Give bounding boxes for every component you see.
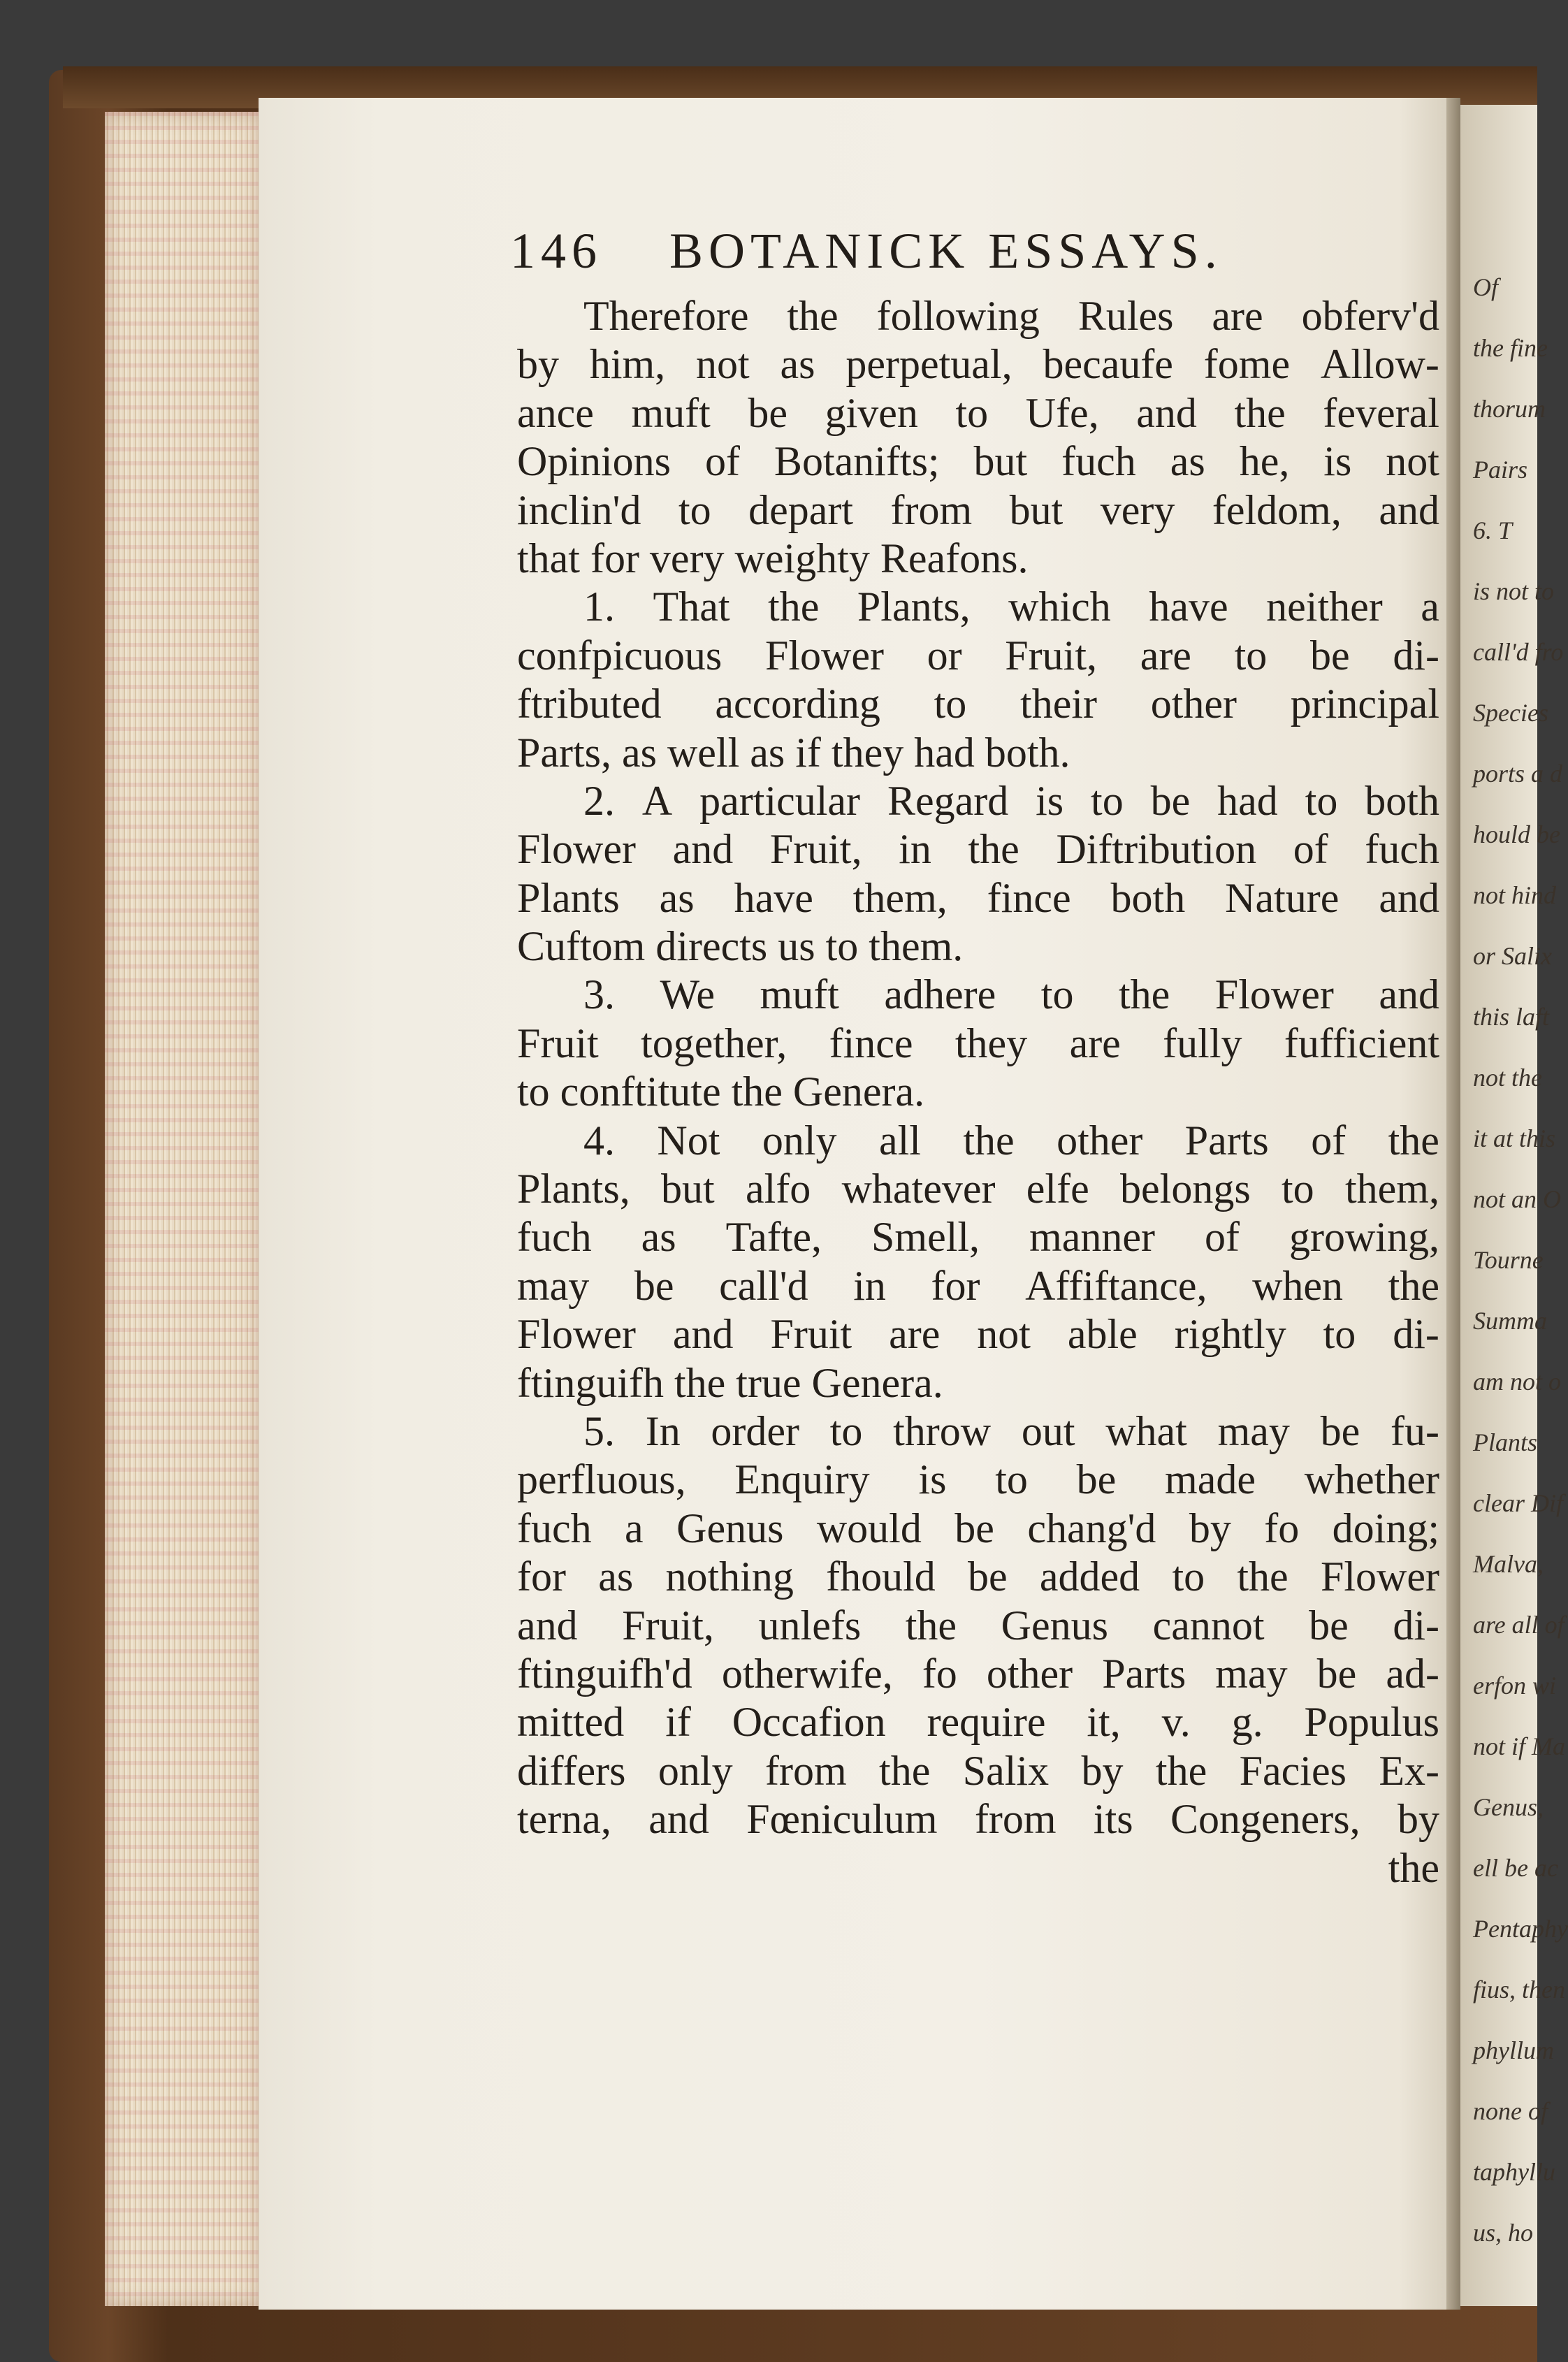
text-line: Opinions of Botanifts; but fuch as he, is not [517,438,1439,485]
facing-page-fragment: or Salix [1473,942,1552,970]
facing-page-fragment: us, ho [1473,2219,1534,2247]
text-line: terna, and Fœniculum from its Congeners, by [517,1796,1439,1843]
facing-page-fragment: erfon wi [1473,1672,1557,1700]
facing-page-fragment: this laft [1473,1003,1550,1031]
running-title: BOTANICK ESSAYS. [669,223,1223,279]
text-line: perfluous, Enquiry is to be made whether [517,1456,1439,1503]
text-line: to conftitute the Genera. [517,1068,925,1115]
text-line: ance muft be given to Ufe, and the feveral [517,389,1439,436]
facing-page-fragment: ell be ac [1473,1854,1558,1882]
text-line: ftinguifh the true Genera. [517,1359,943,1406]
facing-page-fragment: not hind [1473,881,1557,909]
facing-page-fragment: none of [1473,2097,1548,2125]
facing-page-fragment: the fine [1473,334,1548,362]
facing-page-fragment: not the [1473,1064,1542,1092]
text-line: for as nothing fhould be added to the Flower [517,1553,1439,1600]
text-line: inclin'd to depart from but very feldom, and [517,486,1439,533]
facing-page-fragment: Species [1473,699,1548,727]
facing-page-fragment: clear Dif [1473,1489,1563,1517]
text-line: Cuftom directs us to them. [517,923,964,970]
text-line: Plants, but alfo whatever elfe belongs to them, [517,1166,1439,1212]
body-text [517,292,1439,1892]
facing-page-fragment: 6. T [1473,516,1513,544]
facing-page-fragment: hould be [1473,820,1560,848]
text-line: Parts, as well as if they had both. [517,729,1070,776]
text-line: confpicuous Flower or Fruit, are to be di- [517,632,1439,679]
text-line: Fruit together, fince they are fully fufficient [517,1020,1439,1066]
text-line: may be call'd in for Affiftance, when the [517,1262,1439,1309]
facing-page-fragment: Plants [1473,1428,1538,1456]
text-line: and Fruit, unlefs the Genus cannot be di- [517,1602,1439,1649]
facing-page-fragment: Of [1473,273,1498,301]
facing-page-edge [1460,105,1568,2306]
facing-page-fragment: is not to [1473,577,1555,605]
running-header [510,222,1279,292]
facing-page-fragment: not an O [1473,1185,1561,1213]
text-line: that for very weighty Reafons. [517,535,1029,581]
facing-page-fragment: are all of [1473,1611,1565,1639]
text-line: ftinguifh'd otherwife, fo other Parts may be ad- [517,1650,1439,1697]
text-line: fuch a Genus would be chang'd by fo doing; [517,1505,1439,1551]
text-line: Plants as have them, fince both Nature and [517,874,1439,921]
facing-page-fragment: phyllum [1473,2036,1554,2064]
facing-page-fragment: taphyllu [1473,2158,1555,2186]
page-number: 146 [510,223,602,279]
text-line: 5. In order to throw out what may be fu- [583,1407,1439,1454]
text-line: 2. A particular Regard is to be had to both [583,777,1439,824]
facing-page-fragment: Pentaphy [1473,1915,1568,1943]
text-line: mitted if Occafion require it, v. g. Populus [517,1699,1439,1746]
text-line: ftributed according to their other principal [517,681,1439,727]
text-line: by him, not as perpetual, becaufe fome Allow- [517,341,1439,388]
facing-page-fragment: call'd fro [1473,638,1564,666]
text-line: 3. We muft adhere to the Flower and [583,971,1439,1018]
facing-page-fragment: Summa [1473,1307,1547,1335]
facing-page-fragment: Malva, [1473,1550,1544,1578]
facing-page-fragment: not if Ma [1473,1732,1565,1760]
text-line: differs only from the Salix by the Facies Ex- [517,1747,1439,1794]
text-line: 4. Not only all the other Parts of the [583,1117,1439,1164]
text-line: fuch as Tafte, Smell, manner of growing, [517,1214,1439,1261]
facing-page-fragment: it at this [1473,1124,1556,1152]
text-line: 1. That the Plants, which have neither a [583,584,1439,630]
facing-page-fragment: Pairs [1473,456,1528,484]
text-line: Flower and Fruit are not able rightly to di- [517,1311,1439,1358]
text-line: Flower and Fruit, in the Diftribution of fuch [517,826,1439,873]
page-fore-edge [105,112,262,2306]
facing-page-fragment: Genus, [1473,1793,1544,1821]
facing-page-fragment: am not o [1473,1368,1561,1396]
page-gutter [1446,98,1460,2310]
facing-page-fragment: thorum [1473,395,1546,423]
text-line: Therefore the following Rules are obferv'd [583,293,1439,339]
facing-page-fragment: ports a d [1473,760,1563,788]
text-line: the [1388,1844,1439,1891]
facing-page-fragment: fius, then [1473,1976,1565,2004]
facing-page-fragment: Tourne [1473,1246,1544,1274]
